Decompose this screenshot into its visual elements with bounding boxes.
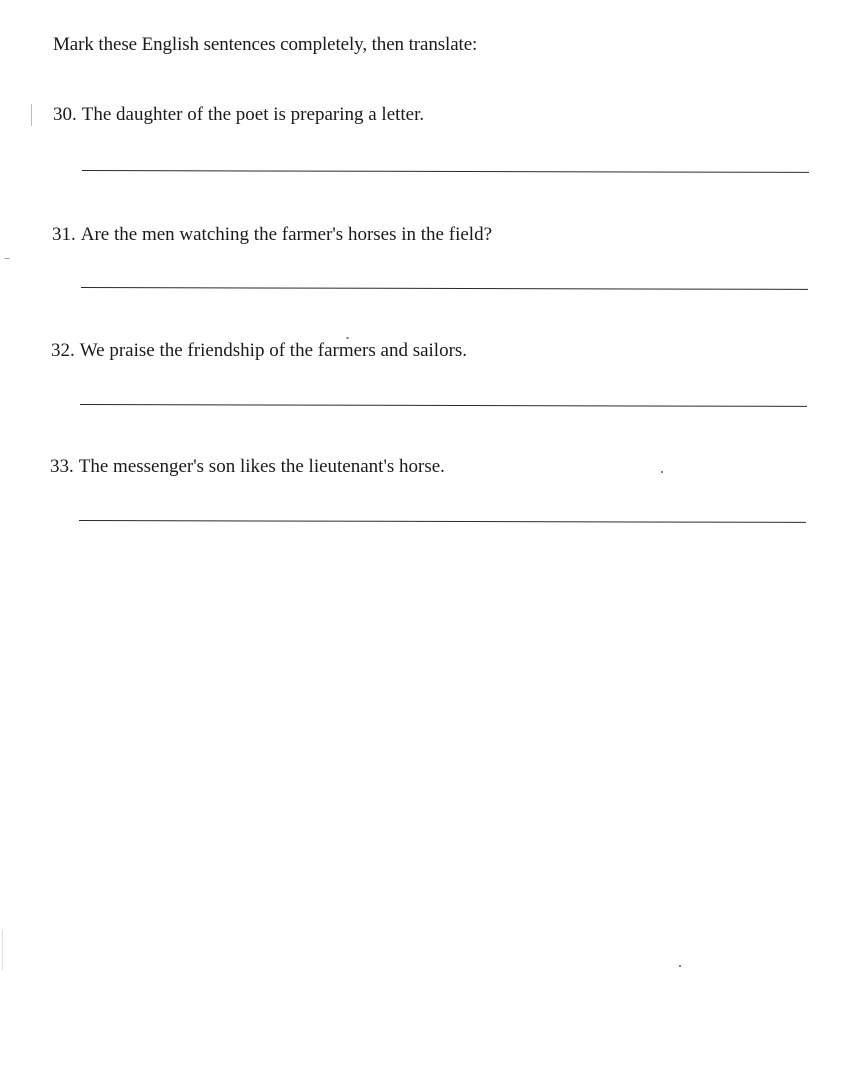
question-31 [52, 224, 492, 246]
scan-artifact-speck [679, 965, 681, 967]
question-30 [53, 104, 424, 126]
answer-line-30[interactable] [82, 170, 809, 173]
question-number: 33. [50, 456, 74, 477]
scan-artifact-speck [4, 258, 10, 259]
question-text: The daughter of the poet is preparing a letter. [81, 104, 425, 125]
scan-artifact-speck [346, 337, 349, 339]
question-text: We praise the friendship of the farmers and sailors. [79, 340, 468, 361]
answer-line-31[interactable] [81, 287, 808, 290]
answer-line-32[interactable] [80, 404, 807, 407]
question-number: 32. [51, 340, 75, 361]
question-number: 31. [52, 224, 76, 245]
question-32 [51, 340, 467, 362]
scan-artifact-mark [2, 930, 3, 970]
answer-line-33[interactable] [79, 520, 806, 523]
question-text: Are the men watching the farmer's horses in the field? [80, 224, 492, 245]
instructions-heading: Mark these English sentences completely, then translate: [53, 34, 478, 55]
question-33 [50, 456, 445, 478]
scan-artifact-mark [31, 104, 32, 126]
question-text: The messenger's son likes the lieutenant's horse. [78, 456, 445, 477]
question-number: 30. [53, 104, 77, 125]
scan-artifact-speck [661, 471, 663, 473]
